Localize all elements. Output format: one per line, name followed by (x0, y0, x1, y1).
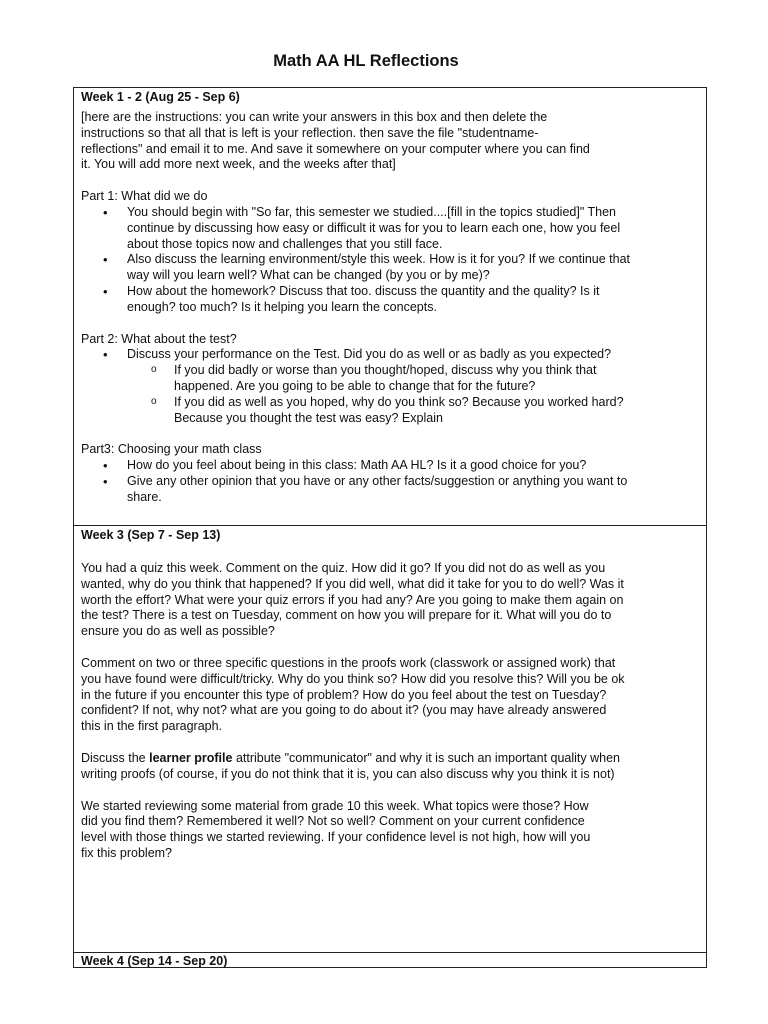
week-1-2-header: Week 1 - 2 (Aug 25 - Sep 6) (81, 90, 240, 104)
sub-list-item (81, 395, 699, 427)
text-run: Discuss the (81, 750, 150, 765)
page-title: Math AA HL Reflections (273, 52, 459, 70)
list-item-line: Because you thought the test was easy? Explain (174, 410, 443, 425)
list-item-line: way will you learn well? What can be changed (by you or by me)? (127, 268, 490, 283)
text-run: attribute "communicator" and why it is such an important quality when (232, 750, 620, 765)
paragraph-line: worth the effort? What were your quiz errors if you had any? Are you going to make them again on (81, 592, 624, 607)
week-1-2-cell[interactable] (74, 88, 706, 526)
list-item-line: • You should begin with "So far, this semester we studied....[fill in the topics studied]" Then (127, 204, 617, 219)
paragraph-line: confident? If not, why not? what are you going to do about it? (you may have already answered (81, 703, 607, 718)
list-item (81, 474, 699, 506)
paragraph-line (81, 751, 699, 767)
part2-list (81, 347, 699, 363)
part2-title: Part 2: What about the test? (81, 331, 237, 346)
list-item-line: share. (127, 489, 162, 504)
list-item-line: • Discuss your performance on the Test. Did you do as well or as badly as you expected? (127, 347, 612, 362)
reflection-table (73, 87, 707, 968)
list-item-line: about those topics now and challenges that you still face. (127, 236, 443, 251)
part2-sublist (81, 363, 699, 426)
list-item-line: • How do you feel about being in this class: Math AA HL? Is it a good choice for you? (127, 458, 587, 473)
list-item-line: • How about the homework? Discuss that too. discuss the quantity and the quality? Is it (127, 283, 600, 298)
paragraph-line: level with those things we started reviewing. If your confidence level is not high, how will you (81, 830, 591, 845)
part3-list (81, 458, 699, 505)
week-3-header: Week 3 (Sep 7 - Sep 13) (81, 528, 221, 542)
paragraph-line: fix this problem? (81, 845, 173, 860)
paragraph-line: writing proofs (of course, if you do not think that it is, you can also discuss why you think it is not) (81, 766, 615, 781)
paragraph-line: You had a quiz this week. Comment on the quiz. How did it go? If you did not do as well as you (81, 561, 606, 575)
instructions-line: reflections" and email it to me. And save it somewhere on your computer where you can find (81, 141, 590, 156)
paragraph-line: did you find them? Remembered it well? Not so well? Comment on your current confidence (81, 814, 585, 829)
week-3-body (81, 561, 699, 862)
part1-title: Part 1: What did we do (81, 189, 208, 204)
list-item-line: o If you did as well as you hoped, why do you think so? Because you worked hard? (174, 394, 624, 409)
paragraph-line: wanted, why do you think that happened? If you did well, what did it take for you to do well? Was it (81, 576, 624, 591)
list-item-line: happened. Are you going to be able to change that for the future? (174, 378, 536, 393)
list-item-line: enough? too much? Is it helping you learn the concepts. (127, 299, 437, 314)
list-item (81, 284, 699, 316)
paragraph-line: you have found were difficult/tricky. Why do you think so? How did you resolve this? Will you be ok (81, 671, 625, 686)
part3-title: Part3: Choosing your math class (81, 442, 262, 457)
paragraph-line: We started reviewing some material from grade 10 this week. What topics were those? How (81, 798, 589, 813)
instructions-line: [here are the instructions: you can write your answers in this box and then delete the (81, 110, 548, 124)
week-4-header: Week 4 (Sep 14 - Sep 20) (81, 954, 228, 968)
paragraph-line: in the future if you encounter this type of problem? How do you feel about the test on Tuesday? (81, 687, 607, 702)
instructions-line: instructions so that all that is left is your reflection. then save the file "studentname- (81, 125, 539, 140)
learner-profile-term: learner profile (149, 750, 233, 765)
list-item (81, 252, 699, 284)
paragraph-line: this in the first paragraph. (81, 719, 223, 734)
list-item (81, 458, 699, 474)
list-item (81, 347, 699, 363)
list-item-line: continue by discussing how easy or difficult it was for you to learn each one, how you feel (127, 220, 621, 235)
list-item (81, 205, 699, 252)
part1-list (81, 205, 699, 316)
week-3-cell[interactable] (74, 526, 706, 953)
sub-list-item (81, 363, 699, 395)
week-1-2-body (81, 110, 699, 506)
list-item-line: • Give any other opinion that you have or any other facts/suggestion or anything you want to (127, 473, 628, 488)
paragraph-line: the test? There is a test on Tuesday, comment on how you will prepare for it. What will you do to (81, 608, 612, 623)
instructions-line: it. You will add more next week, and the weeks after that] (81, 157, 396, 172)
list-item-line: • Also discuss the learning environment/style this week. How is it for you? If we continue that (127, 252, 631, 267)
list-item-line: o If you did badly or worse than you thought/hoped, discuss why you think that (174, 363, 597, 378)
paragraph-line: Comment on two or three specific questions in the proofs work (classwork or assigned work) that (81, 655, 616, 670)
paragraph-line: ensure you do as well as possible? (81, 624, 275, 639)
week-4-cell[interactable] (74, 953, 706, 969)
